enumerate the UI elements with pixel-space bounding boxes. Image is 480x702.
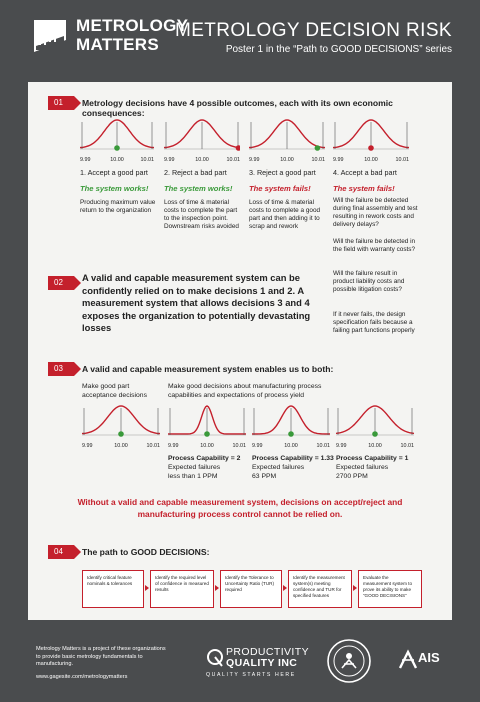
measurement-marker	[118, 431, 124, 437]
axis-tick-label: 10.00	[368, 443, 382, 449]
axis-tick-label: 10.00	[110, 157, 124, 163]
axis-tick-label: 9.99	[336, 443, 347, 449]
outcome-1-description: Producing maximum value return to the organization	[80, 199, 156, 214]
capability-1-33-line2: 63 PPM	[252, 473, 277, 480]
outcome-3-label: 3. Reject a good part	[249, 168, 316, 177]
outcome-3-curve	[249, 114, 325, 166]
measurement-marker	[315, 145, 321, 151]
outcome-1-label: 1. Accept a good part	[80, 168, 148, 177]
axis-tick-label: 10.01	[395, 157, 409, 163]
capability-1-33-line1: Expected failures	[252, 464, 305, 471]
capability-2-curve	[168, 400, 246, 452]
arrow-right-icon	[215, 585, 219, 591]
path-step-1: Identify critical feature nominals & tolerances	[82, 570, 144, 608]
axis-tick-label: 9.99	[80, 157, 91, 163]
section-2-number: 02	[48, 276, 74, 290]
measurement-marker	[236, 145, 240, 151]
section-4-heading: The path to GOOD DECISIONS:	[82, 547, 210, 557]
measurement-marker	[368, 145, 374, 151]
productivity-quality-logo	[204, 644, 314, 680]
axis-tick-label: 10.00	[200, 443, 214, 449]
section-3-left-label: Make good part acceptance decisions	[82, 383, 147, 399]
logo-text: METROLOGY MATTERS	[76, 16, 188, 54]
ais-logo-icon	[398, 648, 418, 670]
path-step-5: Evaluate the measurement system to prove its ability to make “GOOD DECISIONS”	[358, 570, 422, 608]
outcome-2-label: 2. Reject a bad part	[164, 168, 227, 177]
capability-1-curve	[336, 400, 414, 452]
capability-1-33-curve	[252, 400, 330, 452]
path-step-4: Identify the measurement system(s) meeting confidence and TUR for specified features	[288, 570, 352, 608]
path-step-3: Identify the Tolerance to Uncertainty Ratio (TUR) required	[220, 570, 282, 608]
association-seal-icon	[326, 638, 372, 684]
outcome-2-verdict: The system works!	[164, 184, 233, 193]
outcome-1-curve	[80, 114, 154, 166]
arrow-right-icon	[283, 585, 287, 591]
outcome-3-verdict: The system fails!	[249, 184, 311, 193]
axis-tick-label: 10.00	[280, 157, 294, 163]
capability-1-33	[252, 454, 334, 481]
outcome-4-curve	[333, 114, 409, 166]
axis-tick-label: 10.01	[146, 443, 160, 449]
capability-1-title: Process Capability = 1	[336, 455, 409, 462]
axis-tick-label: 10.00	[284, 443, 298, 449]
axis-tick-label: 10.01	[232, 443, 246, 449]
header	[0, 0, 480, 70]
pq-tagline: QUALITY STARTS HERE	[206, 672, 296, 678]
pq-line-1: PRODUCTIVITY	[226, 646, 309, 658]
outcome-4-description-2: Will the failure be detected in the field with warranty costs?	[333, 238, 416, 253]
section-3-number: 03	[48, 362, 74, 376]
section-1-number: 01	[48, 96, 74, 110]
outcome-2-description: Loss of time & material costs to complete the part to the inspection point. Downstream risks avoided	[164, 199, 239, 230]
footer-text: Metrology Matters is a project of these organizations to provide basic metrology fundamentals to manufacturing.	[36, 646, 166, 667]
warning-text: Without a valid and capable measurement system, decisions on accept/reject and manufacturing process control cannot be relied on.	[77, 497, 403, 519]
outcome-4-description-3: Will the failure result in product liability costs and possible litigation costs?	[333, 270, 405, 293]
page-title: METROLOGY DECISION RISK	[174, 20, 452, 41]
metrology-matters-logo-icon	[30, 16, 70, 56]
outcome-4-label: 4. Accept a bad part	[333, 168, 397, 177]
axis-tick-label: 10.01	[140, 157, 154, 163]
axis-tick-label: 10.00	[364, 157, 378, 163]
axis-tick-label: 10.01	[400, 443, 414, 449]
section-2-heading: A valid and capable measurement system can be confidently relied on to make decisions 1 and 2. A measurement system that allows decisions 3 and 4 exposes the organization to potentially devastating losses	[82, 272, 311, 333]
axis-tick-label: 10.01	[226, 157, 240, 163]
axis-tick-label: 9.99	[252, 443, 263, 449]
capability-1-line1: Expected failures	[336, 464, 389, 471]
axis-tick-label: 10.00	[195, 157, 209, 163]
section-1-heading: Metrology decisions have 4 possible outcomes, each with its own economic consequences:	[82, 98, 393, 118]
capability-1	[336, 454, 416, 481]
axis-tick-label: 9.99	[249, 157, 260, 163]
section-3-heading: A valid and capable measurement system enables us to both:	[82, 364, 334, 374]
outcome-1-verdict: The system works!	[80, 184, 149, 193]
measurement-marker	[288, 431, 294, 437]
capability-2-title: Process Capability = 2	[168, 455, 241, 462]
path-step-2: Identify the required level of confidence in measured results	[150, 570, 214, 608]
arrow-right-icon	[145, 585, 149, 591]
axis-tick-label: 10.00	[114, 443, 128, 449]
outcome-4-description-4: If it never fails, the design specification fails because a failing part functions properly	[333, 311, 415, 334]
outcome-2-curve	[164, 114, 240, 166]
capability-2	[168, 454, 248, 481]
page-subtitle: Poster 1 in the “Path to GOOD DECISIONS” series	[225, 44, 452, 55]
axis-tick-label: 9.99	[333, 157, 344, 163]
axis-tick-label: 9.99	[168, 443, 179, 449]
ais-text: AIS	[418, 650, 440, 665]
axis-tick-label: 10.01	[316, 443, 330, 449]
outcome-4-description-1: Will the failure be detected during final assembly and test resulting in rework costs and delivery delays?	[333, 197, 418, 228]
capability-2-line2: less than 1 PPM	[168, 473, 218, 480]
measurement-marker	[372, 431, 378, 437]
pq-line-2: QUALITY INC	[226, 657, 298, 669]
ais-logo	[398, 644, 442, 678]
footer-url[interactable]: www.gagesite.com/metrologymatters	[36, 674, 128, 680]
arrow-right-icon	[353, 585, 357, 591]
capability-1-line2: 2700 PPM	[336, 473, 368, 480]
measurement-marker	[204, 431, 210, 437]
capability-2-line1: Expected failures	[168, 464, 221, 471]
capability-1-33-title: Process Capability = 1.33	[252, 455, 334, 462]
outcome-4-verdict: The system fails!	[333, 184, 395, 193]
axis-tick-label: 9.99	[82, 443, 93, 449]
section-3-right-label: Make good decisions about manufacturing process capabilities and expectations of process yield	[168, 383, 322, 399]
section-4-number: 04	[48, 545, 74, 559]
axis-tick-label: 10.01	[311, 157, 325, 163]
acceptance-curve	[82, 400, 160, 452]
axis-tick-label: 9.99	[164, 157, 175, 163]
outcome-3-description: Loss of time & material costs to complete a good part and then adding it to scrap and rework	[249, 199, 321, 230]
measurement-marker	[114, 145, 120, 151]
pq-logo-icon	[206, 648, 224, 668]
